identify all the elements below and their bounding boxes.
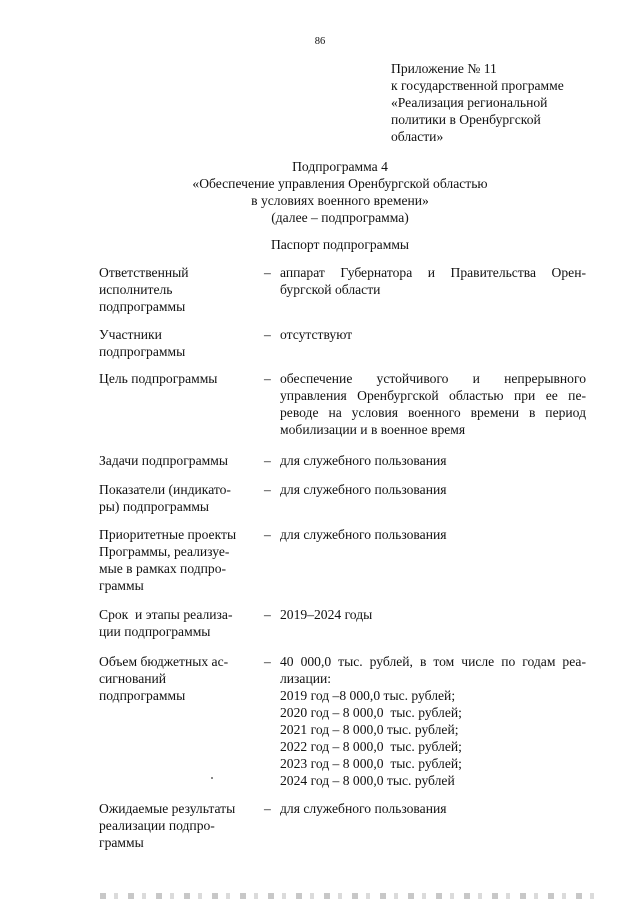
appendix-header (391, 60, 621, 145)
row-dash: – (264, 371, 271, 386)
row-value-line: 40 000,0 тыс. рублей, в том числе по годам реа- (280, 654, 586, 669)
row-value (280, 526, 586, 543)
row-label-line: Срок и этапы реализа- (99, 607, 233, 622)
row-label-line: Цель подпрограммы (99, 371, 218, 386)
row-label (99, 653, 259, 704)
row-value-line: 2019–2024 годы (280, 607, 373, 622)
row-dash: – (264, 654, 271, 669)
appendix-line: «Реализация региональной (391, 95, 548, 110)
row-label-line: Задачи подпрограммы (99, 453, 228, 468)
row-label (99, 370, 259, 387)
appendix-line: к государственной программе (391, 78, 564, 93)
row-dash: – (264, 453, 271, 468)
row-value-line: 2020 год – 8 000,0 тыс. рублей; (280, 705, 462, 720)
row-label (99, 452, 259, 469)
row-label (99, 800, 259, 851)
row-value (280, 606, 586, 623)
row-label (99, 481, 259, 515)
row-label-line: граммы (99, 835, 144, 850)
row-value-line: 2021 год – 8 000,0 тыс. рублей; (280, 722, 459, 737)
subprogram-title-line: (далее – подпрограмма) (271, 210, 409, 225)
row-value-line: 2022 год – 8 000,0 тыс. рублей; (280, 739, 462, 754)
row-label-line: Приоритетные проекты (99, 527, 237, 542)
row-value-line: 2024 год – 8 000,0 тыс. рублей (280, 773, 455, 788)
appendix-line: политики в Оренбургской (391, 112, 541, 127)
row-label-line: мые в рамках подпро- (99, 561, 227, 576)
row-label-line: подпрограммы (99, 688, 186, 703)
row-value (280, 653, 586, 789)
page-number: 86 (314, 36, 326, 47)
row-value (280, 326, 586, 343)
scan-speck (211, 777, 213, 779)
row-label-line: Ответственный (99, 265, 189, 280)
row-value-line: мобилизации и в военное время (280, 422, 466, 437)
row-value-line: для служебного пользования (280, 453, 447, 468)
row-value-line: для служебного пользования (280, 482, 447, 497)
row-value-line: для служебного пользования (280, 801, 447, 816)
row-value (280, 452, 586, 469)
row-value-line: бургской области (280, 282, 381, 297)
row-label-line: подпрограммы (99, 299, 186, 314)
row-value-line: обеспечение устойчивого и непрерывного (280, 371, 586, 386)
row-label (99, 326, 259, 360)
row-label-line: исполнитель (99, 282, 173, 297)
row-value-line: отсутствуют (280, 327, 353, 342)
row-label-line: Ожидаемые результаты (99, 801, 236, 816)
row-dash: – (264, 482, 271, 497)
appendix-line: Приложение № 11 (391, 61, 497, 76)
row-value-line: управления Оренбургской областью при ее пе- (280, 388, 586, 403)
row-value-line: 2023 год – 8 000,0 тыс. рублей; (280, 756, 462, 771)
subprogram-title-line: Подпрограмма 4 (292, 159, 388, 174)
row-label-line: реализации подпро- (99, 818, 215, 833)
row-label-line: граммы (99, 578, 144, 593)
row-dash: – (264, 327, 271, 342)
row-dash: – (264, 527, 271, 542)
row-value-line: 2019 год –8 000,0 тыс. рублей; (280, 688, 456, 703)
row-value-line: аппарат Губернатора и Правительства Орен- (280, 265, 586, 280)
row-label-line: Участники (99, 327, 162, 342)
row-label-line: Объем бюджетных ас- (99, 654, 229, 669)
subprogram-title-line: в условиях военного времени» (251, 193, 429, 208)
subprogram-title-line: «Обеспечение управления Оренбургской областью (192, 176, 488, 191)
row-value (280, 800, 586, 817)
passport-title: Паспорт подпрограммы (270, 237, 410, 252)
subprogram-title (80, 158, 600, 226)
row-value (280, 481, 586, 498)
row-dash: – (264, 607, 271, 622)
appendix-line: области» (391, 129, 444, 144)
row-label (99, 606, 259, 640)
row-label (99, 526, 259, 594)
row-value-line: лизации: (280, 671, 332, 686)
row-label (99, 264, 259, 315)
cropped-text-noise (100, 893, 600, 899)
row-label-line: ции подпрограммы (99, 624, 211, 639)
row-value (280, 370, 586, 438)
row-label-line: подпрограммы (99, 344, 186, 359)
row-value-line: реводе на условия военного времени в период (280, 405, 586, 420)
row-label-line: Программы, реализуе- (99, 544, 230, 559)
row-label-line: Показатели (индикато- (99, 482, 231, 497)
row-value-line: для служебного пользования (280, 527, 447, 542)
row-dash: – (264, 265, 271, 280)
row-value (280, 264, 586, 298)
row-dash: – (264, 801, 271, 816)
row-label-line: ры) подпрограммы (99, 499, 210, 514)
row-label-line: сигнований (99, 671, 167, 686)
